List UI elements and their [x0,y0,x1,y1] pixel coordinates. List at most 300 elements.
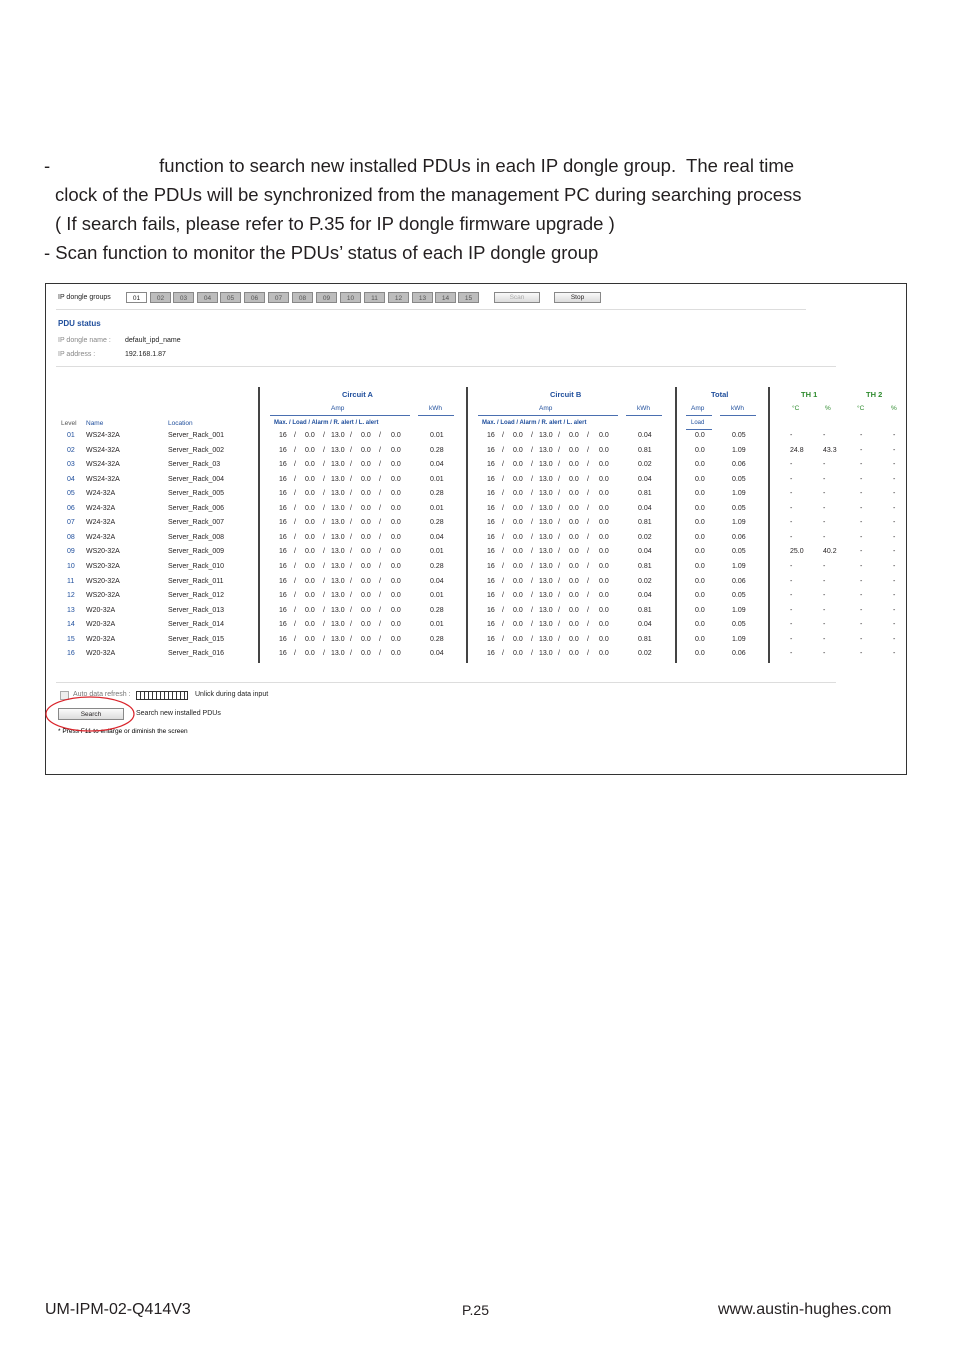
circuit-b-l-alert: 0.0 [599,475,609,483]
circuit-b-kwh: 0.04 [638,621,652,629]
total-kwh: 0.05 [732,621,746,629]
slash-separator: / [379,475,381,483]
divider [56,366,836,367]
circuit-b-r-alert: 0.0 [569,577,579,585]
total-kwh: 1.09 [732,606,746,614]
th1-temp: - [790,533,793,541]
circuit-b-alarm: 13.0 [539,446,553,454]
circuit-b-max: 16 [487,461,495,469]
circuit-a-max: 16 [279,432,287,439]
slash-separator: / [379,432,381,439]
circuit-b-r-alert: 0.0 [569,461,579,469]
circuit-a-r-alert: 0.0 [361,533,371,541]
website-link[interactable]: www.austin-hughes.com [718,1301,892,1318]
total-kwh: 1.09 [732,490,746,498]
circuit-b-l-alert: 0.0 [599,504,609,512]
row-name: W20-32A [86,606,116,614]
circuit-b-max: 16 [487,432,495,439]
ip-dongle-group-tab[interactable]: 14 [435,292,456,303]
circuit-a-max: 16 [279,519,287,527]
slash-separator: / [294,519,296,527]
circuit-a-l-alert: 0.0 [391,577,401,585]
dongle-name-label: IP dongle name : [58,337,111,344]
total-load: 0.0 [695,548,705,556]
circuit-b-l-alert: 0.0 [599,635,609,643]
slash-separator: / [558,461,560,469]
slash-separator: / [587,504,589,512]
circuit-b-kwh: 0.04 [638,504,652,512]
ip-dongle-group-tab[interactable]: 10 [340,292,361,303]
circuit-b-r-alert: 0.0 [569,650,579,658]
circuit-a-load: 0.0 [305,504,315,512]
circuit-a-alarm: 13.0 [331,635,345,643]
slash-separator: / [558,432,560,439]
page-number: P.25 [462,1302,489,1318]
circuit-a-l-alert: 0.0 [391,592,401,600]
ip-dongle-group-tab[interactable]: 15 [458,292,479,303]
table-row [46,461,908,475]
circuit-b-r-alert: 0.0 [569,635,579,643]
slash-separator: / [558,592,560,600]
circuit-a-alarm: 13.0 [331,562,345,570]
circuit-b-l-alert: 0.0 [599,650,609,658]
ip-dongle-group-tab[interactable]: 11 [364,292,385,303]
th1-humidity: - [823,475,826,483]
circuit-b-max: 16 [487,650,495,658]
circuit-a-load: 0.0 [305,635,315,643]
circuit-b-kwh: 0.04 [638,432,652,439]
table-row [46,636,908,650]
slash-separator: / [531,446,533,454]
th2-humidity: - [893,519,896,527]
circuit-b-alarm: 13.0 [539,548,553,556]
th1-humidity: - [823,533,826,541]
circuit-a-load: 0.0 [305,432,315,439]
slash-separator: / [558,621,560,629]
header-underline [720,415,756,416]
circuit-a-load: 0.0 [305,592,315,600]
ip-dongle-group-tab[interactable]: 03 [173,292,194,303]
ip-dongle-group-tab[interactable]: 09 [316,292,337,303]
circuit-a-l-alert: 0.0 [391,519,401,527]
slash-separator: / [531,606,533,614]
circuit-b-load: 0.0 [513,461,523,469]
circuit-b-alarm: 13.0 [539,606,553,614]
intro-paragraph [44,151,802,267]
circuit-a-alarm: 13.0 [331,432,345,439]
circuit-b-l-alert: 0.0 [599,606,609,614]
slash-separator: / [587,592,589,600]
total-load: 0.0 [695,577,705,585]
circuit-a-max: 16 [279,490,287,498]
th2-header: TH 2 [866,390,883,399]
circuit-b-max: 16 [487,519,495,527]
slash-separator: / [531,519,533,527]
slash-separator: / [587,432,589,439]
total-kwh-header: kWh [731,405,744,412]
total-load: 0.0 [695,635,705,643]
slash-separator: / [323,592,325,600]
slash-separator: / [323,635,325,643]
th1-temp: - [790,475,793,483]
slash-separator: / [587,475,589,483]
row-location: Server_Rack_006 [168,504,225,512]
slash-separator: / [379,533,381,541]
row-location: Server_Rack_010 [168,562,225,570]
circuit-a-kwh: 0.01 [430,548,444,556]
stop-button[interactable]: Stop [554,292,601,303]
intro-line-3: ( If search fails, please refer to P.35 for IP dongle firmware upgrade ) [55,213,615,234]
circuit-b-kwh: 0.02 [638,650,652,658]
th2-humidity-header: % [891,405,897,412]
table-row [46,519,908,533]
row-level: 12 [67,592,75,600]
th1-temp: 25.0 [790,548,804,556]
th2-humidity: - [893,490,896,498]
circuit-b-l-alert: 0.0 [599,592,609,600]
header-underline [270,415,410,416]
slash-separator: / [294,475,296,483]
row-location: Server_Rack_007 [168,519,225,527]
slash-separator: / [587,577,589,585]
ip-dongle-group-tab[interactable]: 05 [220,292,241,303]
circuit-b-alarm: 13.0 [539,533,553,541]
circuit-b-load: 0.0 [513,533,523,541]
circuit-b-kwh: 0.04 [638,592,652,600]
circuit-a-r-alert: 0.0 [361,592,371,600]
slash-separator: / [379,606,381,614]
circuit-b-alarm: 13.0 [539,621,553,629]
row-level: 06 [67,504,75,512]
circuit-b-r-alert: 0.0 [569,519,579,527]
search-button[interactable]: Search [58,708,124,720]
circuit-a-kwh: 0.28 [430,490,444,498]
ip-dongle-group-tab[interactable]: 04 [197,292,218,303]
th1-temp: - [790,635,793,643]
header-underline [686,429,712,430]
circuit-a-r-alert: 0.0 [361,621,371,629]
circuit-a-max: 16 [279,533,287,541]
th1-temp: - [790,519,793,527]
row-name: WS20-32A [86,548,120,556]
slash-separator: / [294,533,296,541]
circuit-a-kwh: 0.04 [430,650,444,658]
scan-button[interactable]: Scan [494,292,540,303]
slash-separator: / [502,606,504,614]
f11-note: * Press F11 to enlarge or diminish the screen [58,728,188,735]
table-row [46,505,908,519]
slash-separator: / [502,432,504,439]
total-load: 0.0 [695,621,705,629]
th2-humidity: - [893,650,896,658]
col-location-header: Location [168,420,193,427]
slash-separator: / [379,548,381,556]
slash-separator: / [350,577,352,585]
th2-humidity: - [893,446,896,454]
circuit-b-max: 16 [487,533,495,541]
circuit-a-amp-subheader: Max. / Load / Alarm / R. alert / L. alert [274,420,379,426]
row-location: Server_Rack_016 [168,650,225,658]
slash-separator: / [350,432,352,439]
circuit-a-max: 16 [279,446,287,454]
th2-temp: - [860,548,863,556]
table-row [46,592,908,606]
ip-dongle-groups-label: IP dongle groups [58,294,111,301]
circuit-a-kwh: 0.01 [430,592,444,600]
slash-separator: / [502,446,504,454]
circuit-a-r-alert: 0.0 [361,562,371,570]
row-level: 02 [67,446,75,454]
circuit-a-r-alert: 0.0 [361,490,371,498]
ip-dongle-group-tab[interactable]: 06 [244,292,265,303]
slash-separator: / [587,519,589,527]
row-location: Server_Rack_002 [168,446,225,454]
circuit-b-max: 16 [487,592,495,600]
th2-temp: - [860,562,863,570]
ip-dongle-group-tab[interactable]: 01 [126,292,147,303]
ip-dongle-group-tab[interactable]: 08 [292,292,313,303]
row-level: 09 [67,548,75,556]
row-name: W24-32A [86,533,116,541]
circuit-a-load: 0.0 [305,519,315,527]
circuit-b-l-alert: 0.0 [599,548,609,556]
circuit-a-l-alert: 0.0 [391,461,401,469]
total-load-subheader: Load [691,420,705,426]
row-name: W20-32A [86,635,116,643]
slash-separator: / [531,490,533,498]
circuit-b-kwh: 0.04 [638,475,652,483]
slash-separator: / [558,577,560,585]
slash-separator: / [531,650,533,658]
th2-humidity: - [893,533,896,541]
slash-separator: / [531,577,533,585]
slash-separator: / [323,519,325,527]
total-kwh: 0.05 [732,475,746,483]
table-row [46,447,908,461]
total-load: 0.0 [695,432,705,439]
circuit-a-max: 16 [279,504,287,512]
unlick-label: Unlick during data input [195,691,269,698]
row-location: Server_Rack_011 [168,577,224,585]
circuit-b-r-alert: 0.0 [569,504,579,512]
circuit-b-kwh: 0.02 [638,533,652,541]
slash-separator: / [294,461,296,469]
slash-separator: / [323,562,325,570]
circuit-a-max: 16 [279,650,287,658]
slash-separator: / [531,533,533,541]
slash-separator: / [558,519,560,527]
row-name: W20-32A [86,650,116,658]
circuit-b-kwh: 0.81 [638,446,652,454]
th1-temp: - [790,621,793,629]
circuit-b-l-alert: 0.0 [599,533,609,541]
slash-separator: / [558,635,560,643]
highlight-circle [44,694,140,734]
th2-temp: - [860,446,863,454]
circuit-b-r-alert: 0.0 [569,475,579,483]
circuit-b-load: 0.0 [513,606,523,614]
ip-address-label: IP address : [58,351,96,358]
slash-separator: / [350,592,352,600]
circuit-a-l-alert: 0.0 [391,635,401,643]
circuit-b-max: 16 [487,621,495,629]
total-kwh: 0.06 [732,533,746,541]
th1-temp: - [790,432,793,439]
slash-separator: / [379,592,381,600]
table-row [46,621,908,635]
slash-separator: / [350,446,352,454]
th2-humidity: - [893,577,896,585]
circuit-b-l-alert: 0.0 [599,519,609,527]
slash-separator: / [350,475,352,483]
slash-separator: / [558,650,560,658]
slash-separator: / [587,635,589,643]
circuit-a-alarm: 13.0 [331,490,345,498]
circuit-b-load: 0.0 [513,635,523,643]
circuit-b-load: 0.0 [513,446,523,454]
slash-separator: / [379,577,381,585]
circuit-a-alarm: 13.0 [331,577,345,585]
circuit-b-load: 0.0 [513,562,523,570]
col-name-header: Name [86,420,104,427]
divider [56,309,806,310]
row-location: Server_Rack_03 [168,461,221,469]
ip-dongle-group-tab[interactable]: 12 [388,292,409,303]
th2-temp: - [860,606,863,614]
slash-separator: / [350,519,352,527]
circuit-a-load: 0.0 [305,446,315,454]
row-name: W24-32A [86,504,116,512]
circuit-a-kwh: 0.28 [430,606,444,614]
slash-separator: / [294,446,296,454]
doc-id: UM-IPM-02-Q414V3 [45,1301,191,1318]
circuit-a-l-alert: 0.0 [391,562,401,570]
th1-humidity: - [823,650,826,658]
circuit-a-kwh-header: kWh [429,405,442,412]
th2-humidity: - [893,504,896,512]
th1-temp: - [790,606,793,614]
circuit-b-max: 16 [487,490,495,498]
circuit-b-max: 16 [487,446,495,454]
ip-dongle-group-tab[interactable]: 07 [268,292,289,303]
row-name: WS24-32A [86,446,120,454]
row-name: WS20-32A [86,592,120,600]
slash-separator: / [350,621,352,629]
circuit-b-load: 0.0 [513,592,523,600]
th2-humidity: - [893,548,896,556]
slash-separator: / [350,533,352,541]
slash-separator: / [587,446,589,454]
th2-temp: - [860,650,863,658]
slash-separator: / [323,446,325,454]
slash-separator: / [531,461,533,469]
th1-header: TH 1 [801,390,818,399]
slash-separator: / [502,650,504,658]
th2-temp: - [860,490,863,498]
th1-humidity: - [823,621,826,629]
circuit-a-r-alert: 0.0 [361,504,371,512]
circuit-a-max: 16 [279,475,287,483]
circuit-a-load: 0.0 [305,548,315,556]
circuit-b-l-alert: 0.0 [599,461,609,469]
circuit-a-r-alert: 0.0 [361,635,371,643]
circuit-a-load: 0.0 [305,650,315,658]
circuit-a-max: 16 [279,577,287,585]
circuit-a-amp-header: Amp [331,405,345,412]
slash-separator: / [379,650,381,658]
circuit-b-l-alert: 0.0 [599,562,609,570]
slash-separator: / [587,606,589,614]
slash-separator: / [379,461,381,469]
total-kwh: 0.05 [732,548,746,556]
th1-temp: 24.8 [790,446,804,454]
slash-separator: / [587,650,589,658]
total-kwh: 1.09 [732,635,746,643]
search-description: Search new installed PDUs [136,710,221,717]
th1-humidity: - [823,504,826,512]
circuit-a-kwh: 0.04 [430,461,444,469]
th2-temp: - [860,519,863,527]
th1-humidity-header: % [825,405,831,412]
th2-temp: - [860,577,863,585]
ip-dongle-group-tab[interactable]: 02 [150,292,171,303]
slash-separator: / [350,650,352,658]
slash-separator: / [379,519,381,527]
slash-separator: / [323,504,325,512]
th2-humidity: - [893,432,896,439]
circuit-a-alarm: 13.0 [331,548,345,556]
circuit-a-alarm: 13.0 [331,606,345,614]
circuit-b-load: 0.0 [513,504,523,512]
circuit-a-alarm: 13.0 [331,519,345,527]
total-load: 0.0 [695,475,705,483]
circuit-b-max: 16 [487,577,495,585]
circuit-b-l-alert: 0.0 [599,490,609,498]
circuit-b-alarm: 13.0 [539,432,553,439]
slash-separator: / [531,562,533,570]
ip-dongle-group-tab[interactable]: 13 [412,292,433,303]
th2-temp: - [860,621,863,629]
slash-separator: / [502,490,504,498]
total-kwh: 0.05 [732,592,746,600]
total-kwh: 1.09 [732,562,746,570]
circuit-a-alarm: 13.0 [331,650,345,658]
circuit-a-kwh: 0.28 [430,635,444,643]
slash-separator: / [294,490,296,498]
th1-humidity: - [823,432,826,439]
th2-humidity: - [893,592,896,600]
circuit-a-max: 16 [279,562,287,570]
th2-humidity: - [893,475,896,483]
slash-separator: / [323,490,325,498]
circuit-a-max: 16 [279,592,287,600]
th1-humidity: - [823,490,826,498]
table-row [46,534,908,548]
total-load: 0.0 [695,504,705,512]
circuit-a-r-alert: 0.0 [361,446,371,454]
th1-humidity: - [823,606,826,614]
circuit-a-r-alert: 0.0 [361,432,371,439]
row-level: 14 [67,621,75,629]
th2-humidity: - [893,621,896,629]
intro-line-1: - function to search new installed PDUs in each IP dongle group. The real time [44,155,795,176]
circuit-a-alarm: 13.0 [331,592,345,600]
circuit-b-l-alert: 0.0 [599,621,609,629]
slash-separator: / [294,621,296,629]
total-load: 0.0 [695,592,705,600]
row-location: Server_Rack_008 [168,533,225,541]
circuit-a-r-alert: 0.0 [361,519,371,527]
